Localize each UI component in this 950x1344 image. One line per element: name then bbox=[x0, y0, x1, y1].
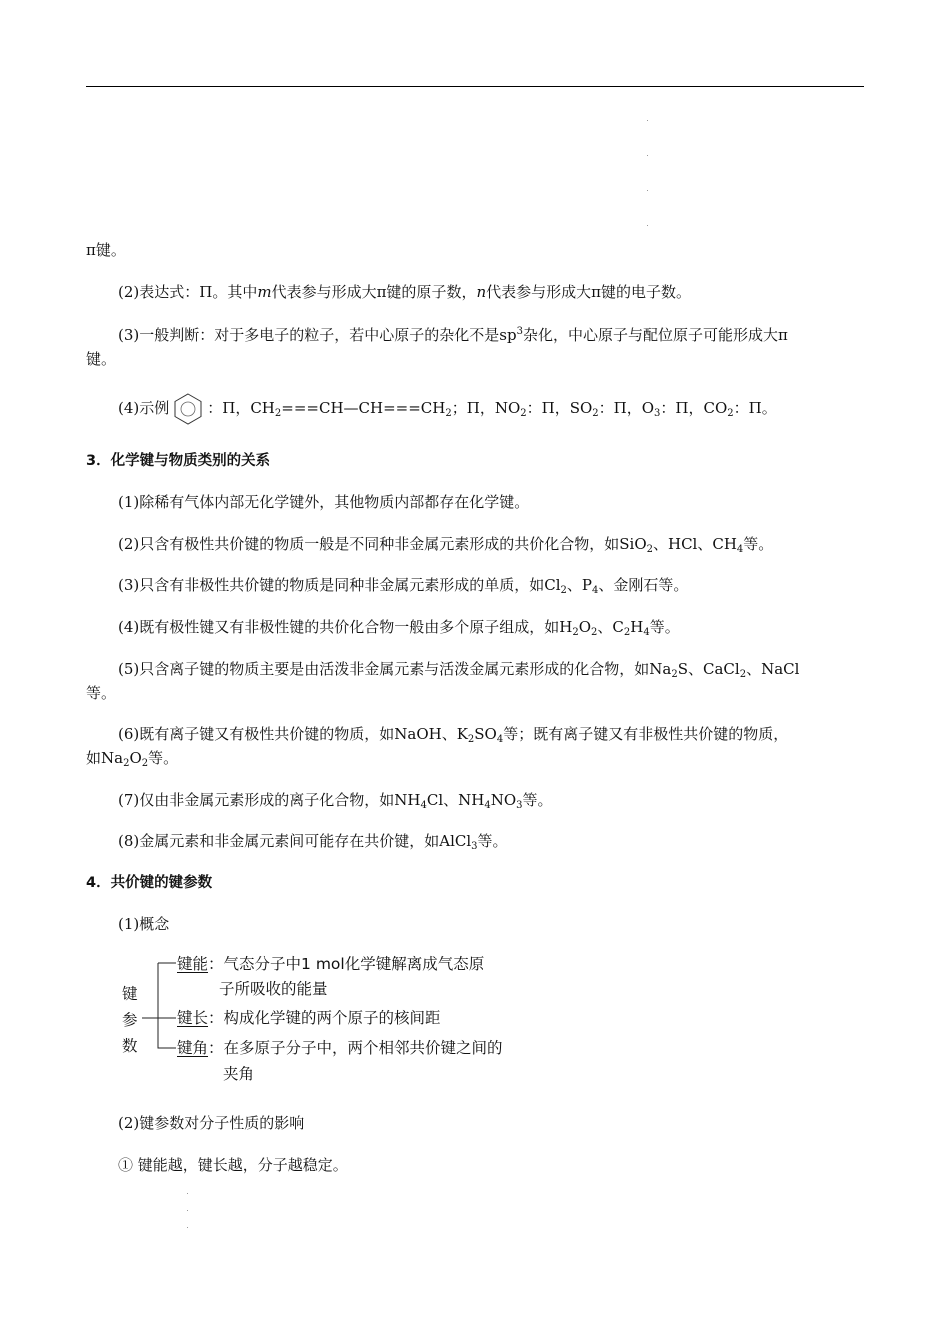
bond-length-entry: 键长：构成化学键的两个原子的核间距 bbox=[177, 1009, 441, 1027]
dot-mark bbox=[187, 1227, 188, 1228]
center-char-3: 数 bbox=[122, 1037, 138, 1055]
section-3-item-6-line2: 如$Na_2O_2$等。 bbox=[86, 749, 179, 769]
center-char-2: 参 bbox=[122, 1011, 138, 1029]
paragraph-judgement-line2: 键。 bbox=[86, 350, 117, 368]
section-3-item-6-line1: (6)既有离子键又有极性共价键的物质，如NaOH、$K_2SO_4$等；既有离子键又有非极性共价键的物质， bbox=[118, 725, 789, 745]
paragraph-examples: (4)示例 ：Π，$CH_2===CH—CH===CH_2$；Π，$NO_2$：Π，$SO_2$：Π，$O_3$：Π，$CO_2$：Π。 bbox=[118, 398, 777, 418]
section-3-item-1: (1)除稀有气体内部无化学键外，其他物质内部都存在化学键。 bbox=[118, 493, 530, 511]
benzene-ring-icon bbox=[171, 392, 205, 426]
paragraph-expression: (2)表达式：Π。其中m代表参与形成大π键的原子数，n代表参与形成大π键的电子数。 bbox=[118, 283, 691, 301]
section-3-item-3: (3)只含有非极性共价键的物质是同种非金属元素形成的单质，如$Cl_2$、$P_4$、金刚石等。 bbox=[118, 576, 689, 596]
bond-energy-entry: 键能：气态分子中1 mol化学键解离成气态原 bbox=[177, 955, 485, 973]
section-3-item-8: (8)金属元素和非金属元素间可能存在共价键，如AlCl$_3$等。 bbox=[118, 832, 508, 852]
section-3-item-4: (4)既有极性键又有非极性键的共价化合物一般由多个原子组成，如$H_2O_2$、$C_2H_4$等。 bbox=[118, 618, 680, 638]
dot-mark bbox=[187, 1210, 188, 1211]
header-rule bbox=[86, 86, 864, 87]
dot-mark bbox=[647, 120, 648, 121]
paragraph-judgement-line1: (3)一般判断：对于多电子的粒子，若中心原子的杂化不是$sp^3$杂化，中心原子与配位原子可能形成大π bbox=[118, 326, 788, 344]
section-3-heading: 3．化学键与物质类别的关系 bbox=[86, 453, 271, 469]
dot-mark bbox=[187, 1193, 188, 1194]
section-3-item-7: (7)仅由非金属元素形成的离子化合物，如$NH_4Cl$、$NH_4NO_3$等。 bbox=[118, 791, 553, 811]
section-3-item-5-line2: 等。 bbox=[86, 684, 117, 702]
bond-energy-entry-line2: 子所吸收的能量 bbox=[219, 980, 328, 998]
effect-label: (2)键参数对分子性质的影响 bbox=[118, 1114, 305, 1132]
bond-angle-entry-line2: 夹角 bbox=[223, 1065, 255, 1083]
section-3-item-5-line1: (5)只含离子键的物质主要是由活泼非金属元素与活泼金属元素形成的化合物，如$Na_2S$、CaCl$_2$、NaCl bbox=[118, 660, 800, 680]
bond-angle-entry: 键角：在多原子分子中，两个相邻共价键之间的 bbox=[177, 1039, 503, 1057]
dot-mark bbox=[647, 225, 648, 226]
effect-item-1: ① 键能越，键长越，分子越稳定。 bbox=[118, 1156, 348, 1174]
bond-parameter-diagram bbox=[116, 950, 556, 1100]
section-3-item-2: (2)只含有极性共价键的物质一般是不同种非金属元素形成的共价化合物，如SiO$_2$、HCl、$CH_4$等。 bbox=[118, 535, 774, 555]
dot-mark bbox=[647, 190, 648, 191]
concept-label: (1)概念 bbox=[118, 915, 170, 933]
dot-mark bbox=[647, 155, 648, 156]
pi-bond-tail: π键。 bbox=[86, 241, 126, 259]
section-4-heading: 4．共价键的键参数 bbox=[86, 875, 213, 891]
center-char-1: 键 bbox=[122, 985, 138, 1003]
